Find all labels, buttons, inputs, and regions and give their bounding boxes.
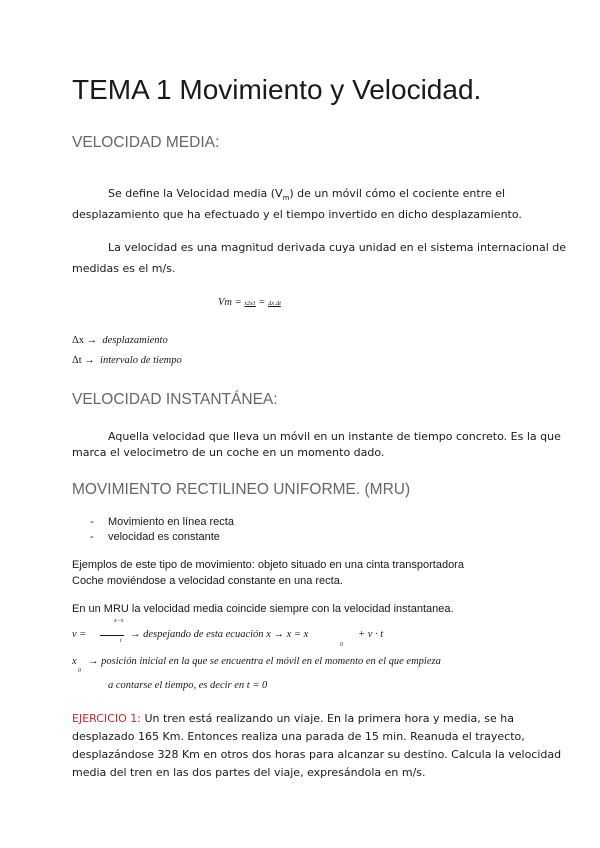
definition-displacement (72, 335, 168, 346)
velocity-formula (218, 297, 281, 308)
unit-paragraph-line1: La velocidad es una magnitud derivada cuya unidad en el sistema internacional de (108, 241, 567, 254)
instantanea-line1: Aquella velocidad que lleva un móvil en un instante de tiempo concreto. Es la que (108, 430, 561, 443)
mru-equation-derivation: → despejando de esta ecuación x → x = x (130, 629, 309, 640)
mru-equation-numerator: x−x (114, 618, 124, 624)
formula-lhs: Vm = (218, 297, 242, 308)
heading-mru: MOVIMIENTO RECTILINEO UNIFORME. (MRU) (72, 481, 411, 498)
bullet-item-1: Movimiento en línea recta (108, 516, 234, 528)
mru-equation-tail: + v · t (358, 629, 384, 640)
page-title: TEMA 1 Movimiento y Velocidad. (72, 74, 482, 105)
heading-velocidad-instantanea: VELOCIDAD INSTANTÁNEA: (72, 391, 278, 408)
exercise-text-1: Un tren está realizando un viaje. En la primera hora y media, se ha (140, 712, 514, 725)
examples-line2: Coche moviéndose a velocidad constante en una recta. (72, 575, 343, 587)
definition-time-interval (72, 355, 182, 366)
exercise-label: EJERCICIO 1: (72, 712, 141, 725)
velocidad-media-definition-line2: desplazamiento que ha efectuado y el tiempo invertido en dicho desplazamiento. (72, 208, 522, 221)
delta-x-meaning: desplazamiento (102, 335, 168, 346)
velocidad-media-definition-line1 (108, 187, 505, 202)
mru-equation-subscript: 0 (340, 642, 343, 648)
formula-fraction-2: Δx Δt (268, 301, 281, 307)
definition-text-pre: Se define la Velocidad media (V (108, 187, 283, 200)
bullet-item-2: velocidad es constante (108, 531, 220, 543)
bullet-dash-1: - (90, 516, 94, 528)
formula-fraction-1: x2x1 (244, 301, 256, 307)
mru-equation-denominator: t (120, 638, 122, 644)
exercise-line1 (72, 712, 514, 725)
delta-x-symbol: Δx → (72, 335, 98, 346)
exercise-line2: desplazado 165 Km. Entonces realiza una parada de 15 min. Reanuda el trayecto, (72, 730, 525, 743)
formula-equals: = (258, 297, 266, 308)
mru-fraction-bar (100, 635, 124, 636)
x0-definition-line2: a contarse el tiempo, es decir en t = 0 (108, 680, 268, 691)
definition-text-post: ) de un móvil cómo el cociente entre el (289, 187, 506, 200)
exercise-line4: media del tren en las dos partes del viaje, expresándola en m/s. (72, 766, 426, 779)
x0-definition-line1: → posición inicial en la que se encuentra el móvil en el momento en el que empieza (88, 656, 441, 667)
bullet-dash-2: - (90, 531, 94, 543)
heading-velocidad-media: VELOCIDAD MEDIA: (72, 134, 220, 151)
delta-t-meaning: intervalo de tiempo (100, 355, 182, 366)
unit-paragraph-line2: medidas es el m/s. (72, 262, 176, 275)
instantanea-line2: marca el velocimetro de un coche en un momento dado. (72, 446, 385, 459)
mru-equation-lhs: v = (72, 629, 87, 640)
exercise-line3: desplazándose 328 Km en otros dos horas para alcanzar su destino. Calcula la velocidad (72, 748, 562, 761)
mru-statement: En un MRU la velocidad media coincide siempre con la velocidad instantanea. (72, 603, 454, 615)
definition-subscript: m (282, 194, 290, 203)
x0-symbol: x (72, 656, 77, 667)
delta-t-symbol: Δt → (72, 355, 95, 366)
examples-line1: Ejemplos de este tipo de movimiento: objeto situado en una cinta transportadora (72, 559, 464, 571)
x0-subscript: 0 (78, 668, 81, 674)
